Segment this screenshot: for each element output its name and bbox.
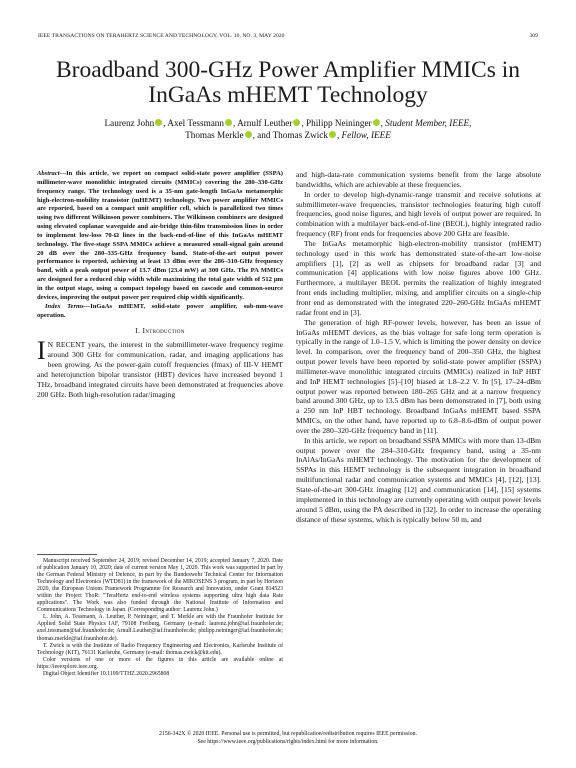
paper-title	[30, 58, 546, 108]
footnote-manuscript: Manuscript received September 24, 2019; revised December 14, 2019; accepted January 7, 2020. Date of publication January 10, 2020; date of current version May 1, 2020. This work was supported in part by the German Federal Ministry of Defence, in part by the Bundeswehr Technical Center for Information Technology and Electronics (WTD81) in the framework of the MIKOSENS 3 program, in part by Horizon 2020, the European Unions Framework Programme for Research and Innovation, under Grant 814523 within the Project ThoR: "TeraHertz end-to-end wireless systems supporting ultra high data Rate applications". The Work was also funded through the National Institute of Information and Communications Technology in Japan. (Corresponding author: Laurenz John.)	[37, 558, 283, 614]
author-name: Arnulf Leuther	[237, 118, 293, 128]
first-words: N RECENT	[47, 340, 86, 350]
author-separator: ,	[336, 130, 342, 141]
title-line-1: Broadband 300-GHz Power Amplifier MMICs in	[55, 57, 521, 83]
footnote-affiliation-kit: T. Zwick is with the Institute of Radio Frequency Engineering and Electronics, Karlsruhe Institute of Technology (KIT), 76131 Karlsruhe, Germany (e-mail: thomas.zwick@kit.edu).	[37, 642, 283, 656]
author-separator: ,	[163, 118, 168, 128]
author-name: Philipp Neininger	[306, 118, 372, 128]
copyright-line: 2156-342X © 2020 IEEE. Personal use is permitted, but republication/redistribution requires IEEE permission.	[159, 731, 417, 737]
abstract-lead: Abstract	[37, 170, 60, 177]
left-column	[37, 170, 283, 399]
orcid-icon[interactable]	[225, 119, 232, 126]
footnote-rule	[37, 554, 97, 555]
index-terms	[37, 303, 283, 321]
author-name: Thomas Merkle	[185, 130, 244, 141]
author-separator: ,	[380, 118, 386, 128]
index-terms-text: —InGaAs mHEMT, solid-state power amplifier, sub-mm-wave operation.	[37, 302, 283, 319]
author-name: Laurenz John	[104, 118, 155, 128]
drop-cap: I	[37, 336, 46, 366]
orcid-icon[interactable]	[293, 119, 300, 126]
rights-link[interactable]: See https://www.ieee.org/publications/rights/index.html for more information.	[197, 739, 379, 746]
orcid-icon[interactable]	[329, 131, 336, 138]
intro-text: years, the interest in the submillimeter-wave frequency regime around 300 GHz for communication, radar, and imaging applications has been growing. As the power-gain cutoff frequencies (fmax) of III-V HEMT and heterojunction bipolar transistor (HBT) devices have increased beyond 1 THz, broadband integrated circuits have been demonstrated at frequencies above 200 GHz. Both high-resolution radar/imaging	[37, 340, 283, 399]
footnote-affiliation-iaf: L. John, A. Tessmann, A. Leuther, P. Neininger, and T. Merkle are with the Fraunhofer Institute for Applied Solid State Physics IAF, 79108 Freiburg, Germany (e-mail: laurenz.john@iaf.fraunhofer.de; axel.tessmann@iaf.fraunhofer.de; Arnulf.Leuther@iaf.fraunhofer.de; philipp.neininger@iaf.fraunhofer.de; thomas.merkle@iaf.fraunhofer.de).	[37, 614, 283, 642]
right-paragraph-4: The generation of high RF-power levels, however, has been an issue of InGaAs mHEMT devices, as the bias voltage for safe long term operation is typically in the range of 1.0–1.5 V, which is limiting the power density on device level. In comparison, over the frequency band of 200–350 GHz, the highest output power levels have been reported by solid-state power amplifier (SSPA) millimeter-wave monolithic integrated circuits (MMICs) realized in InP HBT and InP HEMT technologies [5]–[10] biased at 1.8–2.2 V. In [5], 17–24-dBm output power was reported between 180–265 GHz and at a narrow frequency band around 300 GHz, up to 13.5 dBm has been demonstrated in [7], both using a 250 nm InP HBT technology. Broadband InGaAs mHEMT based SSPA MMICs, on the other hand, have reported up to 6.8–8.6-dBm of output power over the 280–320-GHz frequency band in [11].	[296, 317, 541, 435]
right-paragraph-1: and high-data-rate communication systems benefit from the large absolute bandwidths, which are achievable at these frequencies.	[296, 170, 541, 189]
copyright-notice	[0, 730, 576, 746]
author-separator: ,	[232, 118, 238, 128]
orcid-icon[interactable]	[373, 119, 380, 126]
right-paragraph-5: In this article, we report on broadband SSPA MMICs with more than 13-dBm output power over the 284–310-GHz frequency band, using a 35-nm InAlAs/InGaAs mHEMT technology. The motivation for the development of SSPAs in this HEMT technology is the subsequent integration in broadband multifunctional radar and communication systems and MMICs [4], [12], [13]. State-of-the-art 300-GHz imaging [12] and communication [14], [15] systems implemented in this technology are currently operating with output power levels around 5 dBm, using the PA described in [32]. In order to increase the operating distance of these systems, which is typically below 50 m, and	[296, 435, 541, 524]
right-paragraph-3: The InGaAs metamorphic high-electron-mobility transistor (mHEMT) technology used in this work has demonstrated state-of-the-art low-noise amplifiers [1], [2] as well as chipsets for broadband radar [3] and communication [4] applications with low noise figures above 100 GHz. Furthermore, a multilayer BEOL permits the realization of highly integrated front ends including multiplier, mixing, and amplifier circuits on a single-chip front end as demonstrated with the integrated 220–260-GHz InGaAs mHEMT radar front end in [3].	[296, 238, 541, 317]
page-number: 309	[529, 33, 538, 39]
running-header	[38, 33, 538, 43]
title-line-2: InGaAs mHEMT Technology	[148, 82, 428, 108]
intro-paragraph	[37, 336, 283, 399]
section-heading-introduction: I. Introduction	[135, 326, 185, 336]
right-paragraph-2: In order to develop high-dynamic-range transmit and receive solutions at submillimeter-wave frequencies, transistor technologies featuring high cutoff frequencies, good noise figures, and high levels of output power are required. In combination with a multilayer back-end-of-line (BEOL), highly integrated radio frequency (RF) front ends for frequencies above 200 GHz are feasible.	[296, 189, 541, 239]
footnote-doi: Digital Object Identifier 10.1109/TTHZ.2020.2965808	[43, 670, 170, 677]
author-separator: , and	[252, 130, 273, 141]
journal-name: IEEE TRANSACTIONS ON TERAHERTZ SCIENCE AND TECHNOLOGY, VOL. 10, NO. 3, MAY 2020	[38, 33, 285, 39]
author-role: Fellow, IEEE	[341, 130, 391, 141]
footnotes	[37, 554, 283, 678]
index-terms-lead: Index Terms	[45, 302, 84, 310]
author-separator: ,	[301, 118, 307, 128]
author-name: Thomas Zwick	[272, 130, 328, 141]
abstract-text: —In this article, we report on compact solid-state power amplifier (SSPA) millimeter-wave monolithic integrated circuits (MMICs) covering the 280–330-GHz frequency range. The technology used is a 35-nm gate-length InGaAs metamorphic high-electron-mobility transistor (mHEMT) technology. Two power amplifier MMICs are reported, based on a compact unit amplifier cell, which is parallelized two times using two different Wilkinson power combiners. The Wilkinson combiners are designed using elevated coplanar waveguide and air-bridge thin-film transmission lines in order to implement low-loss 70-Ω lines in the back-end-of-line of this InGaAs mHEMT technology. The five-stage SSPA MMICs achieve a measured small-signal gain around 20 dB over the 280–335-GHz frequency band. State-of-the-art output power performance is reported, achieving at least 13 dBm over the 286–310-GHz frequency band, with a peak output power of 13.7 dBm (23.4 mW) at 300 GHz. The PA MMICs are designed for a reduced chip width while maximizing the total gate width of 512 μm in the output stage, using a compact topology based on cascode and common-source devices, improving the output power per required chip width significantly.	[37, 170, 283, 301]
orcid-icon[interactable]	[155, 119, 162, 126]
abstract	[37, 170, 283, 303]
right-column	[296, 170, 541, 524]
author-name: Axel Tessmann	[167, 118, 224, 128]
footnote-color-versions: Color versions of one or more of the figures in this article are available online at https://ieeexplore.ieee.org.	[37, 656, 283, 670]
author-list	[50, 117, 526, 141]
author-role: Student Member, IEEE,	[385, 118, 472, 128]
orcid-icon[interactable]	[245, 131, 252, 138]
